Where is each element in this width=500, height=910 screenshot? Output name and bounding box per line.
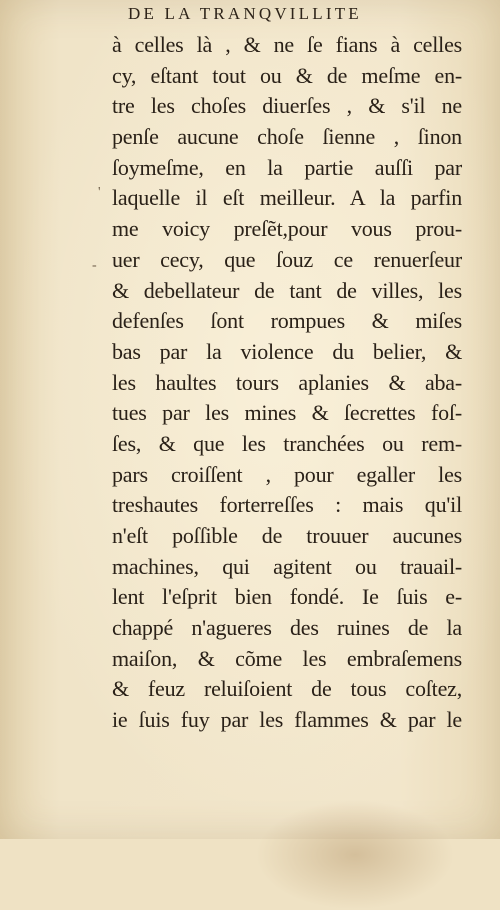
text-line: chappé n'agueres des ruines de la (112, 615, 462, 641)
text-line: tues par les mines & ſecrettes foſ- (112, 400, 462, 426)
text-line: n'eſt poſſible de trouuer aucunes (112, 523, 462, 548)
margin-mark: ' (98, 185, 101, 200)
text-line: cy, eſtant tout ou & de meſme en- (112, 62, 462, 88)
text-line: ſes, & que les tranchées ou rem- (112, 430, 462, 456)
text-line: lent l'eſprit bien fondé. Ie ſuis e- (112, 584, 462, 610)
text-line: penſe aucune choſe ſienne , ſinon (112, 124, 462, 150)
text-line: ſoymeſme, en la partie auſſi par (112, 154, 462, 180)
text-line: les haultes tours aplanies & aba- (112, 369, 462, 395)
body-text (112, 30, 462, 736)
text-line: machines, qui agitent ou trauail- (112, 553, 462, 579)
text-line: à celles là , & ne ſe fians à celles (112, 32, 462, 57)
text-line: maiſon, & cõme les embraſemens (112, 645, 462, 671)
paper-stain (255, 800, 455, 910)
text-line: tre les choſes diuerſes , & s'il ne (112, 93, 462, 119)
text-line: treshautes forterreſſes : mais qu'il (112, 492, 462, 518)
text-line: me voicy preſẽt,pour vous prou- (112, 216, 462, 242)
text-line: defenſes ſont rompues & miſes (112, 308, 462, 334)
text-line: ie ſuis fuy par les flammes & par le (112, 707, 462, 733)
text-line: bas par la violence du belier, & (112, 338, 462, 364)
text-line: laquelle il eſt meilleur. A la parfin (112, 185, 462, 211)
text-line: & debellateur de tant de villes, les (112, 277, 462, 303)
text-line: uer cecy, que ſouz ce renuerſeur (112, 246, 462, 272)
margin-mark: - (92, 258, 97, 273)
running-head: DE LA TRANQVILLITE (128, 4, 362, 23)
text-line: & feuz reluiſoient de tous coſtez, (112, 676, 462, 702)
text-line: pars croiſſent , pour egaller les (112, 461, 462, 487)
